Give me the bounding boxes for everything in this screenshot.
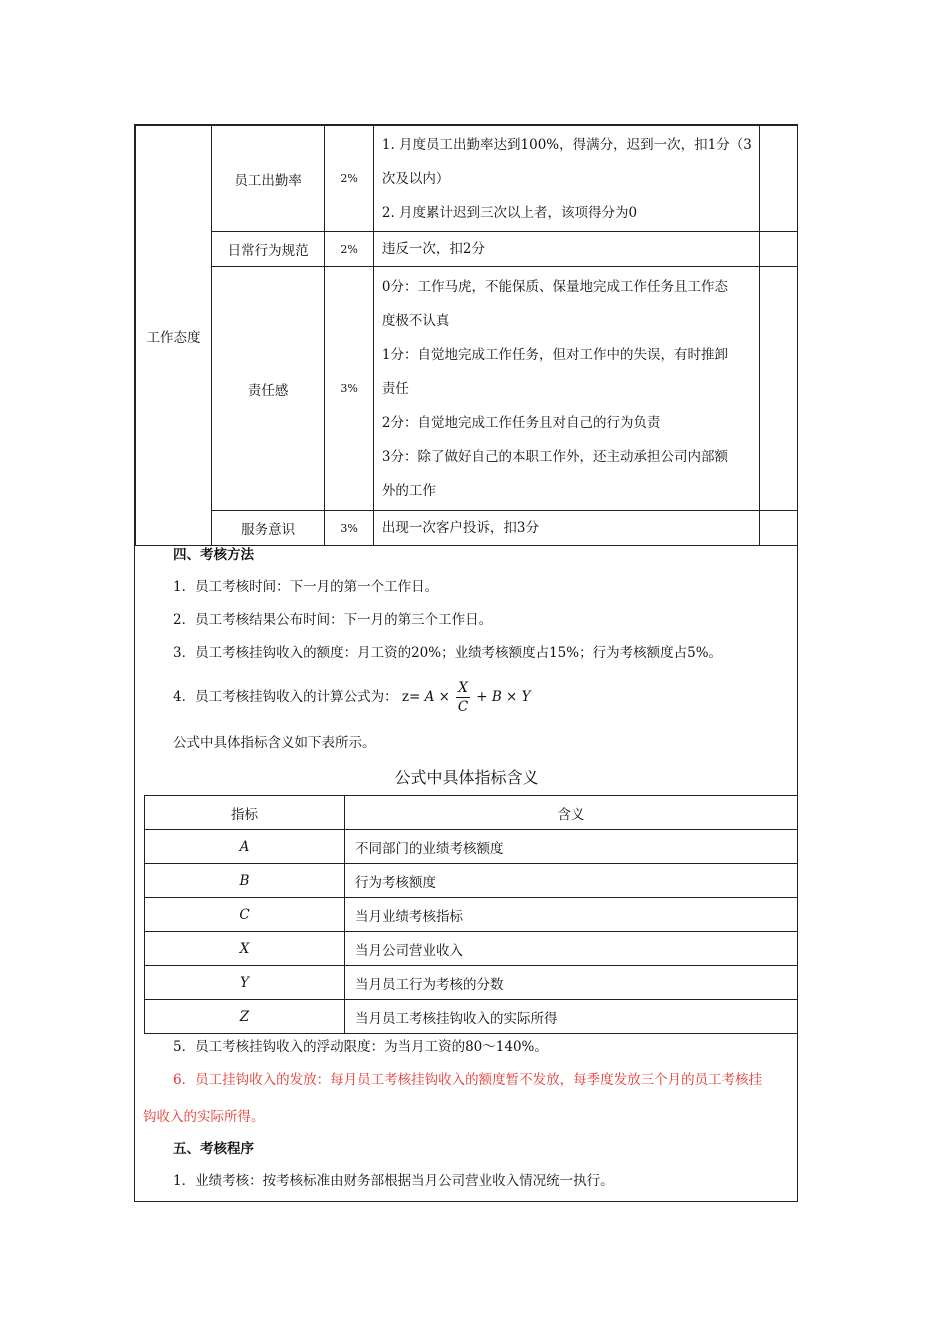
- table-title: 公式中具体指标含义: [394, 768, 539, 787]
- table-row: [145, 932, 798, 966]
- weight-cell: 3%: [325, 267, 374, 511]
- item-cell: 责任感: [211, 267, 324, 511]
- highlighted-paragraph: 6．员工挂钩收入的发放：每月员工考核挂钩收入的额度暂不发放，每季度发放三个月的员工考核挂: [173, 1072, 763, 1088]
- paragraph: 2．员工考核结果公布时间：下一月的第三个工作日。: [173, 612, 493, 628]
- paragraph: 1．员工考核时间：下一月的第一个工作日。: [173, 579, 439, 595]
- formula-times: ×: [438, 689, 450, 705]
- column-header: 含义: [345, 796, 798, 830]
- table-row: [145, 898, 798, 932]
- criteria-line: 度极不认真: [381, 312, 450, 329]
- table-row: [145, 1000, 798, 1034]
- criteria-line: 外的工作: [381, 482, 436, 499]
- section5-heading: 五、考核程序: [173, 1141, 254, 1157]
- table-row: [136, 232, 798, 267]
- paragraph: 1．业绩考核：按考核标准由财务部根据当月公司营业收入情况统一执行。: [173, 1173, 614, 1189]
- item-cell: 员工出勤率: [211, 126, 324, 232]
- table-header-row: [145, 796, 798, 830]
- indicator-cell: X: [145, 932, 345, 966]
- indicator-cell: B: [145, 864, 345, 898]
- formula-line: [173, 676, 531, 718]
- document-page: [134, 124, 798, 1202]
- table-row: [145, 830, 798, 864]
- indicator-cell: C: [145, 898, 345, 932]
- meaning-cell: 不同部门的业绩考核额度: [345, 830, 798, 864]
- criteria-line: 3分：除了做好自己的本职工作外，还主动承担公司内部额: [381, 448, 728, 465]
- paragraph: 公式中具体指标含义如下表所示。: [173, 735, 376, 751]
- formula-numerator: X: [458, 680, 468, 696]
- criteria-line: 1分：自觉地完成工作任务，但对工作中的失误，有时推卸: [381, 346, 728, 363]
- weight-cell: 3%: [325, 511, 374, 546]
- table-row: [136, 267, 798, 511]
- evaluation-table: [135, 125, 798, 546]
- criteria-cell: [373, 126, 759, 232]
- table-row: [145, 864, 798, 898]
- formula-times: ×: [506, 689, 518, 705]
- score-cell: [759, 267, 797, 511]
- category-cell: 工作态度: [136, 126, 212, 546]
- table-row: [136, 511, 798, 546]
- formula-a: A: [424, 689, 435, 705]
- meaning-cell: 行为考核额度: [345, 864, 798, 898]
- score-cell: [759, 232, 797, 267]
- weight-cell: 2%: [325, 232, 374, 267]
- criteria-line: 0分：工作马虎，不能保质、保量地完成工作任务且工作态: [381, 278, 728, 295]
- score-cell: [759, 126, 797, 232]
- score-cell: [759, 511, 797, 546]
- criteria-line: 2分：自觉地完成工作任务且对自己的行为负责: [381, 414, 661, 431]
- meaning-cell: 当月业绩考核指标: [345, 898, 798, 932]
- criteria-line: 1. 月度员工出勤率达到100%，得满分，迟到一次，扣1分（3: [381, 136, 752, 153]
- formula-fraction: [456, 679, 470, 716]
- table-row: [136, 126, 798, 232]
- criteria-cell: [373, 232, 759, 267]
- formula-lhs: z=: [401, 689, 421, 705]
- column-header: 指标: [145, 796, 345, 830]
- indicator-cell: A: [145, 830, 345, 864]
- criteria-line: 2. 月度累计迟到三次以上者，该项得分为0: [381, 204, 638, 221]
- paragraph: 4．员工考核挂钩收入的计算公式为：: [173, 689, 398, 705]
- definition-table: [144, 795, 798, 1034]
- paragraph: 3．员工考核挂钩收入的额度：月工资的20%；业绩考核额度占15%；行为考核额度占5%。: [173, 645, 723, 661]
- criteria-line: 次及以内）: [381, 170, 450, 187]
- table-row: [145, 966, 798, 1000]
- item-cell: 服务意识: [211, 511, 324, 546]
- weight-cell: 2%: [325, 126, 374, 232]
- criteria-line: 出现一次客户投诉，扣3分: [381, 520, 539, 536]
- item-cell: 日常行为规范: [211, 232, 324, 267]
- meaning-cell: 当月员工行为考核的分数: [345, 966, 798, 1000]
- formula-b: B: [491, 689, 502, 705]
- paragraph: 5．员工考核挂钩收入的浮动限度：为当月工资的80～140%。: [173, 1039, 548, 1055]
- indicator-cell: Y: [145, 966, 345, 1000]
- criteria-cell: [373, 511, 759, 546]
- formula-denominator: C: [457, 699, 469, 715]
- criteria-line: 责任: [381, 380, 409, 397]
- criteria-line: 违反一次，扣2分: [381, 241, 485, 257]
- meaning-cell: 当月公司营业收入: [345, 932, 798, 966]
- criteria-cell: [373, 267, 759, 511]
- highlighted-paragraph: 钩收入的实际所得。: [143, 1109, 265, 1125]
- indicator-cell: Z: [145, 1000, 345, 1034]
- meaning-cell: 当月员工考核挂钩收入的实际所得: [345, 1000, 798, 1034]
- formula-y: Y: [521, 689, 531, 705]
- section4-heading: 四、考核方法: [173, 547, 254, 563]
- formula-plus: +: [476, 689, 488, 705]
